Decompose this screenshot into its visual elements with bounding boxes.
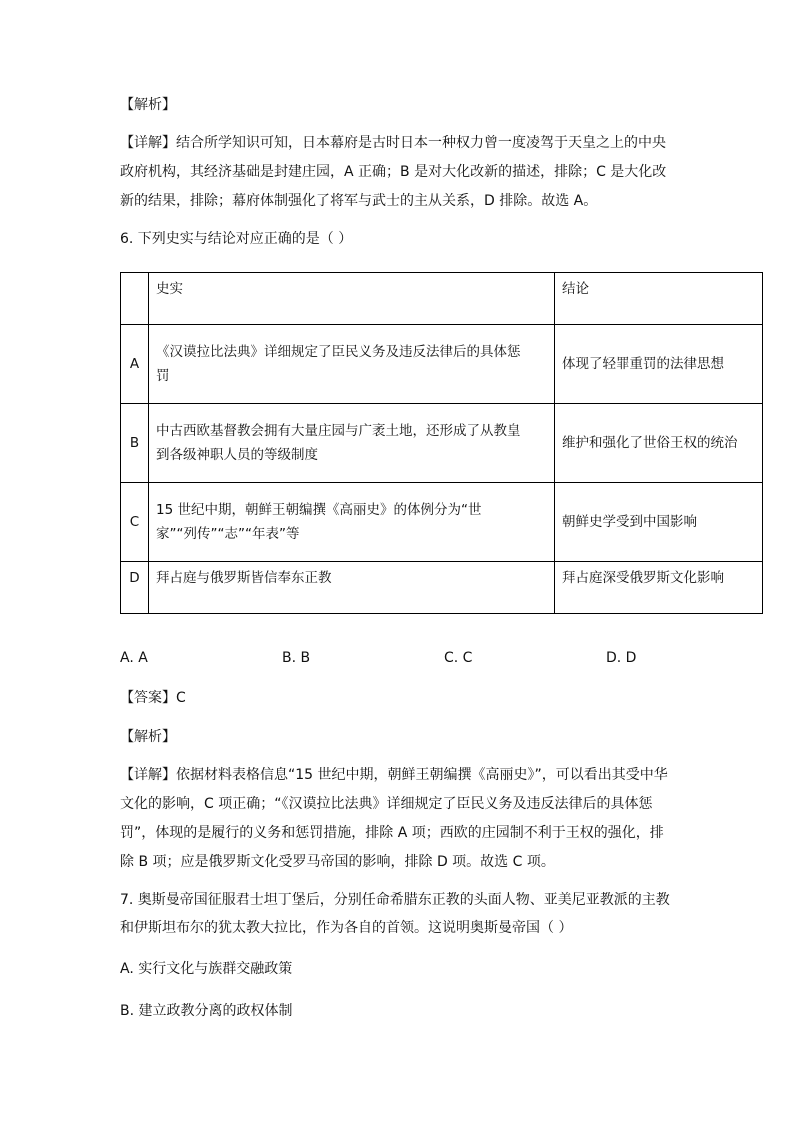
q5-detail-line: 新的结果，排除；幕府体制强化了将军与武士的主从关系，D 排除。故选 A。 bbox=[120, 193, 598, 209]
q6-detail-line: 【详解】依据材料表格信息“15 世纪中期，朝鲜王朝编撰《高丽史》”，可以看出其受中华 bbox=[120, 767, 668, 783]
fact-line: 到各级神职人员的等级制度 bbox=[156, 447, 318, 463]
fact-line: 15 世纪中期，朝鲜王朝编撰《高丽史》的体例分为“世 bbox=[156, 502, 482, 518]
q7-question-line: 和伊斯坦布尔的犹太教大拉比，作为各自的首领。这说明奥斯曼帝国（ ） bbox=[120, 920, 573, 936]
table-header-cell: 结论 bbox=[555, 273, 763, 325]
q5-detail-line: 【详解】结合所学知识可知，日本幕府是古时日本一种权力曾一度凌驾于天皇之上的中央 bbox=[120, 135, 666, 151]
q5-detail-line: 政府机构，其经济基础是封建庄园，A 正确；B 是对大化改新的描述，排除；C 是大化改 bbox=[120, 164, 667, 180]
fact-cell bbox=[149, 325, 555, 404]
q6-answer: 【答案】C bbox=[120, 690, 186, 706]
q6-question: 6. 下列史实与结论对应正确的是（ ） bbox=[120, 231, 353, 247]
table-header-cell: 史实 bbox=[149, 273, 555, 325]
q6-detail-line: 文化的影响，C 项正确；“《汉谟拉比法典》详细规定了臣民义务及违反法律后的具体惩 bbox=[120, 796, 653, 812]
q7-option-a: A. 实行文化与族群交融政策 bbox=[120, 961, 293, 977]
q6-detail-line: 罚”，体现的是履行的义务和惩罚措施，排除 A 项；西欧的庄园制不利于王权的强化，排 bbox=[120, 825, 664, 841]
table-row bbox=[121, 325, 763, 404]
fact-line: 《汉谟拉比法典》详细规定了臣民义务及违反法律后的具体惩 bbox=[156, 344, 521, 360]
fact-line: 家”“列传”“志”“年表”等 bbox=[156, 526, 300, 542]
q6-detail-line: 除 B 项；应是俄罗斯文化受罗马帝国的影响，排除 D 项。故选 C 项。 bbox=[120, 854, 555, 870]
fact-line: 罚 bbox=[156, 368, 170, 384]
conclusion-cell: 朝鲜史学受到中国影响 bbox=[555, 483, 763, 562]
fact-cell bbox=[149, 404, 555, 483]
q6-analysis-header: 【解析】 bbox=[120, 729, 176, 745]
fact-line: 中古西欧基督教会拥有大量庄园与广袤土地，还形成了从教皇 bbox=[156, 423, 521, 439]
q6-option-a: A. A bbox=[120, 650, 148, 666]
row-label: C bbox=[121, 483, 149, 562]
q7-question-line: 7. 奥斯曼帝国征服君士坦丁堡后，分别任命希腊东正教的头面人物、亚美尼亚教派的主教 bbox=[120, 892, 670, 908]
q6-option-d: D. D bbox=[606, 650, 637, 666]
table-row bbox=[121, 562, 763, 614]
conclusion-cell: 维护和强化了世俗王权的统治 bbox=[555, 404, 763, 483]
q6-option-c: C. C bbox=[444, 650, 473, 666]
q7-option-b: B. 建立政教分离的政权体制 bbox=[120, 1003, 293, 1019]
row-label: D bbox=[121, 562, 149, 614]
q6-option-b: B. B bbox=[282, 650, 311, 666]
fact-cell bbox=[149, 562, 555, 614]
row-label: A bbox=[121, 325, 149, 404]
conclusion-cell: 拜占庭深受俄罗斯文化影响 bbox=[555, 562, 763, 614]
table-row bbox=[121, 404, 763, 483]
fact-line: 拜占庭与俄罗斯皆信奉东正教 bbox=[156, 570, 332, 586]
conclusion-cell: 体现了轻罪重罚的法律思想 bbox=[555, 325, 763, 404]
table-header-row bbox=[121, 273, 763, 325]
q5-analysis-header: 【解析】 bbox=[120, 97, 176, 113]
row-label: B bbox=[121, 404, 149, 483]
fact-cell bbox=[149, 483, 555, 562]
table-header-cell bbox=[121, 273, 149, 325]
q6-table bbox=[120, 272, 763, 614]
table-row bbox=[121, 483, 763, 562]
